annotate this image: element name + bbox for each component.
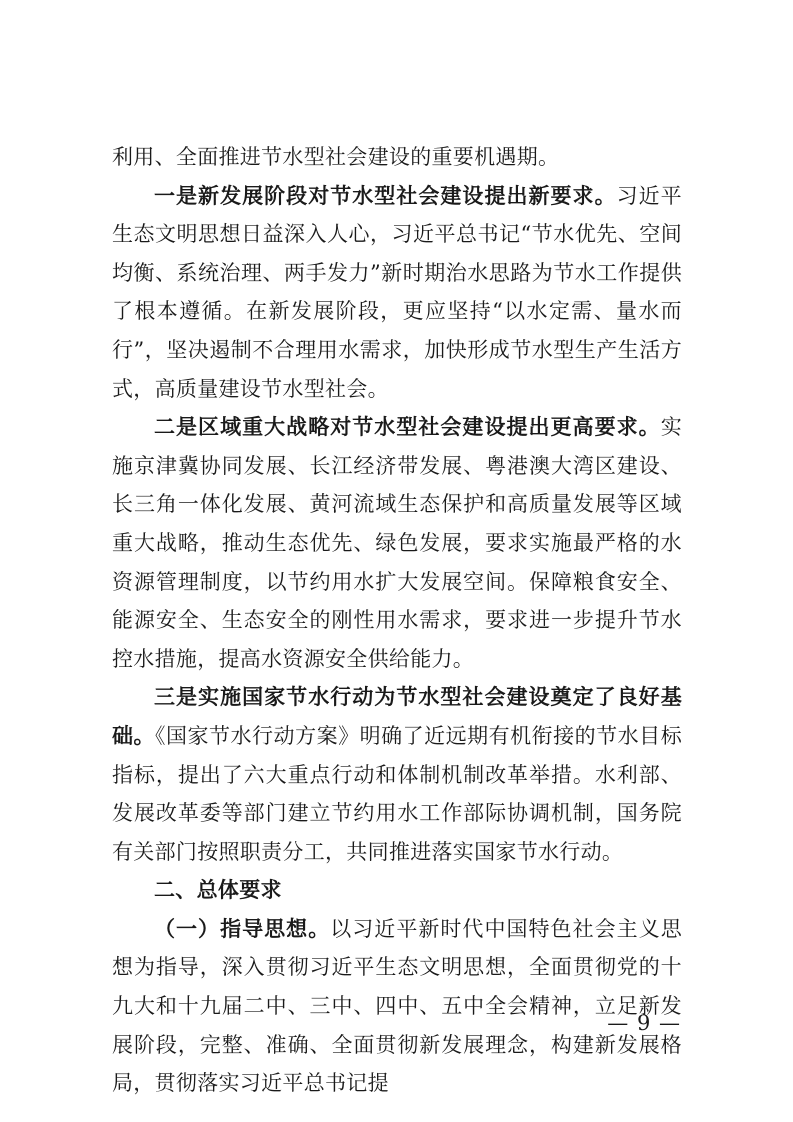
- paragraph-text: 习近平生态文明思想日益深入人心，习近平总书记“节水优先、空间均衡、系统治理、两手发力”新时期治水思路为节水工作提供了根本遵循。在新发展阶段，更应坚持“以水定需、量水而行”，坚决遏制不合理用水需求，加快形成节水型生产生活方式，高质量建设节水型社会。: [112, 183, 682, 401]
- paragraph-text: 实施京津冀协同发展、长江经济带发展、粤港澳大湾区建设、长三角一体化发展、黄河流域生态保护和高质量发展等区域重大战略，推动生态优先、绿色发展，要求实施最严格的水资源管理制度，以节约用水扩大发展空间。保障粮食安全、能源安全、生态安全的刚性用水需求，要求进一步提升节水控水措施，提高水资源安全供给能力。: [112, 415, 682, 671]
- paragraph-national-action: [112, 678, 682, 871]
- paragraph-lead: 二是区域重大战略对节水型社会建设提出更高要求。: [154, 414, 661, 440]
- paragraph-text: 以习近平新时代中国特色社会主义思想为指导，深入贯彻习近平生态文明思想，全面贯彻党的十九大和十九届二中、三中、四中、五中全会精神，立足新发展阶段，完整、准确、全面贯彻新发展理念，构建新发展格局，贯彻落实习近平总书记提: [112, 916, 682, 1096]
- body-text: [112, 138, 682, 1103]
- paragraph-guiding-ideology: [112, 910, 682, 1103]
- page-number: — 9 —: [607, 1011, 681, 1035]
- paragraph-lead: 一是新发展阶段对节水型社会建设提出新要求。: [154, 182, 617, 208]
- paragraph-continuation: [112, 138, 682, 177]
- paragraph-text: 利用、全面推进节水型社会建设的重要机遇期。: [112, 145, 560, 169]
- paragraph-text: 《国家节水行动方案》明确了近远期有机衔接的节水目标指标，提出了六大重点行动和体制机制改革举措。水利部、发展改革委等部门建立节约用水工作部际协调机制，国务院有关部门按照职责分工，共同推进落实国家节水行动。: [112, 723, 682, 864]
- paragraph-lead: （一）指导思想。: [154, 915, 331, 941]
- section-heading: 二、总体要求: [154, 878, 282, 903]
- paragraph-regional-strategy: [112, 408, 682, 678]
- paragraph-lead: 三是实施国家节水行动为节水型社会建设奠定了良好基础。: [112, 684, 682, 748]
- paragraph-new-requirements: [112, 177, 682, 409]
